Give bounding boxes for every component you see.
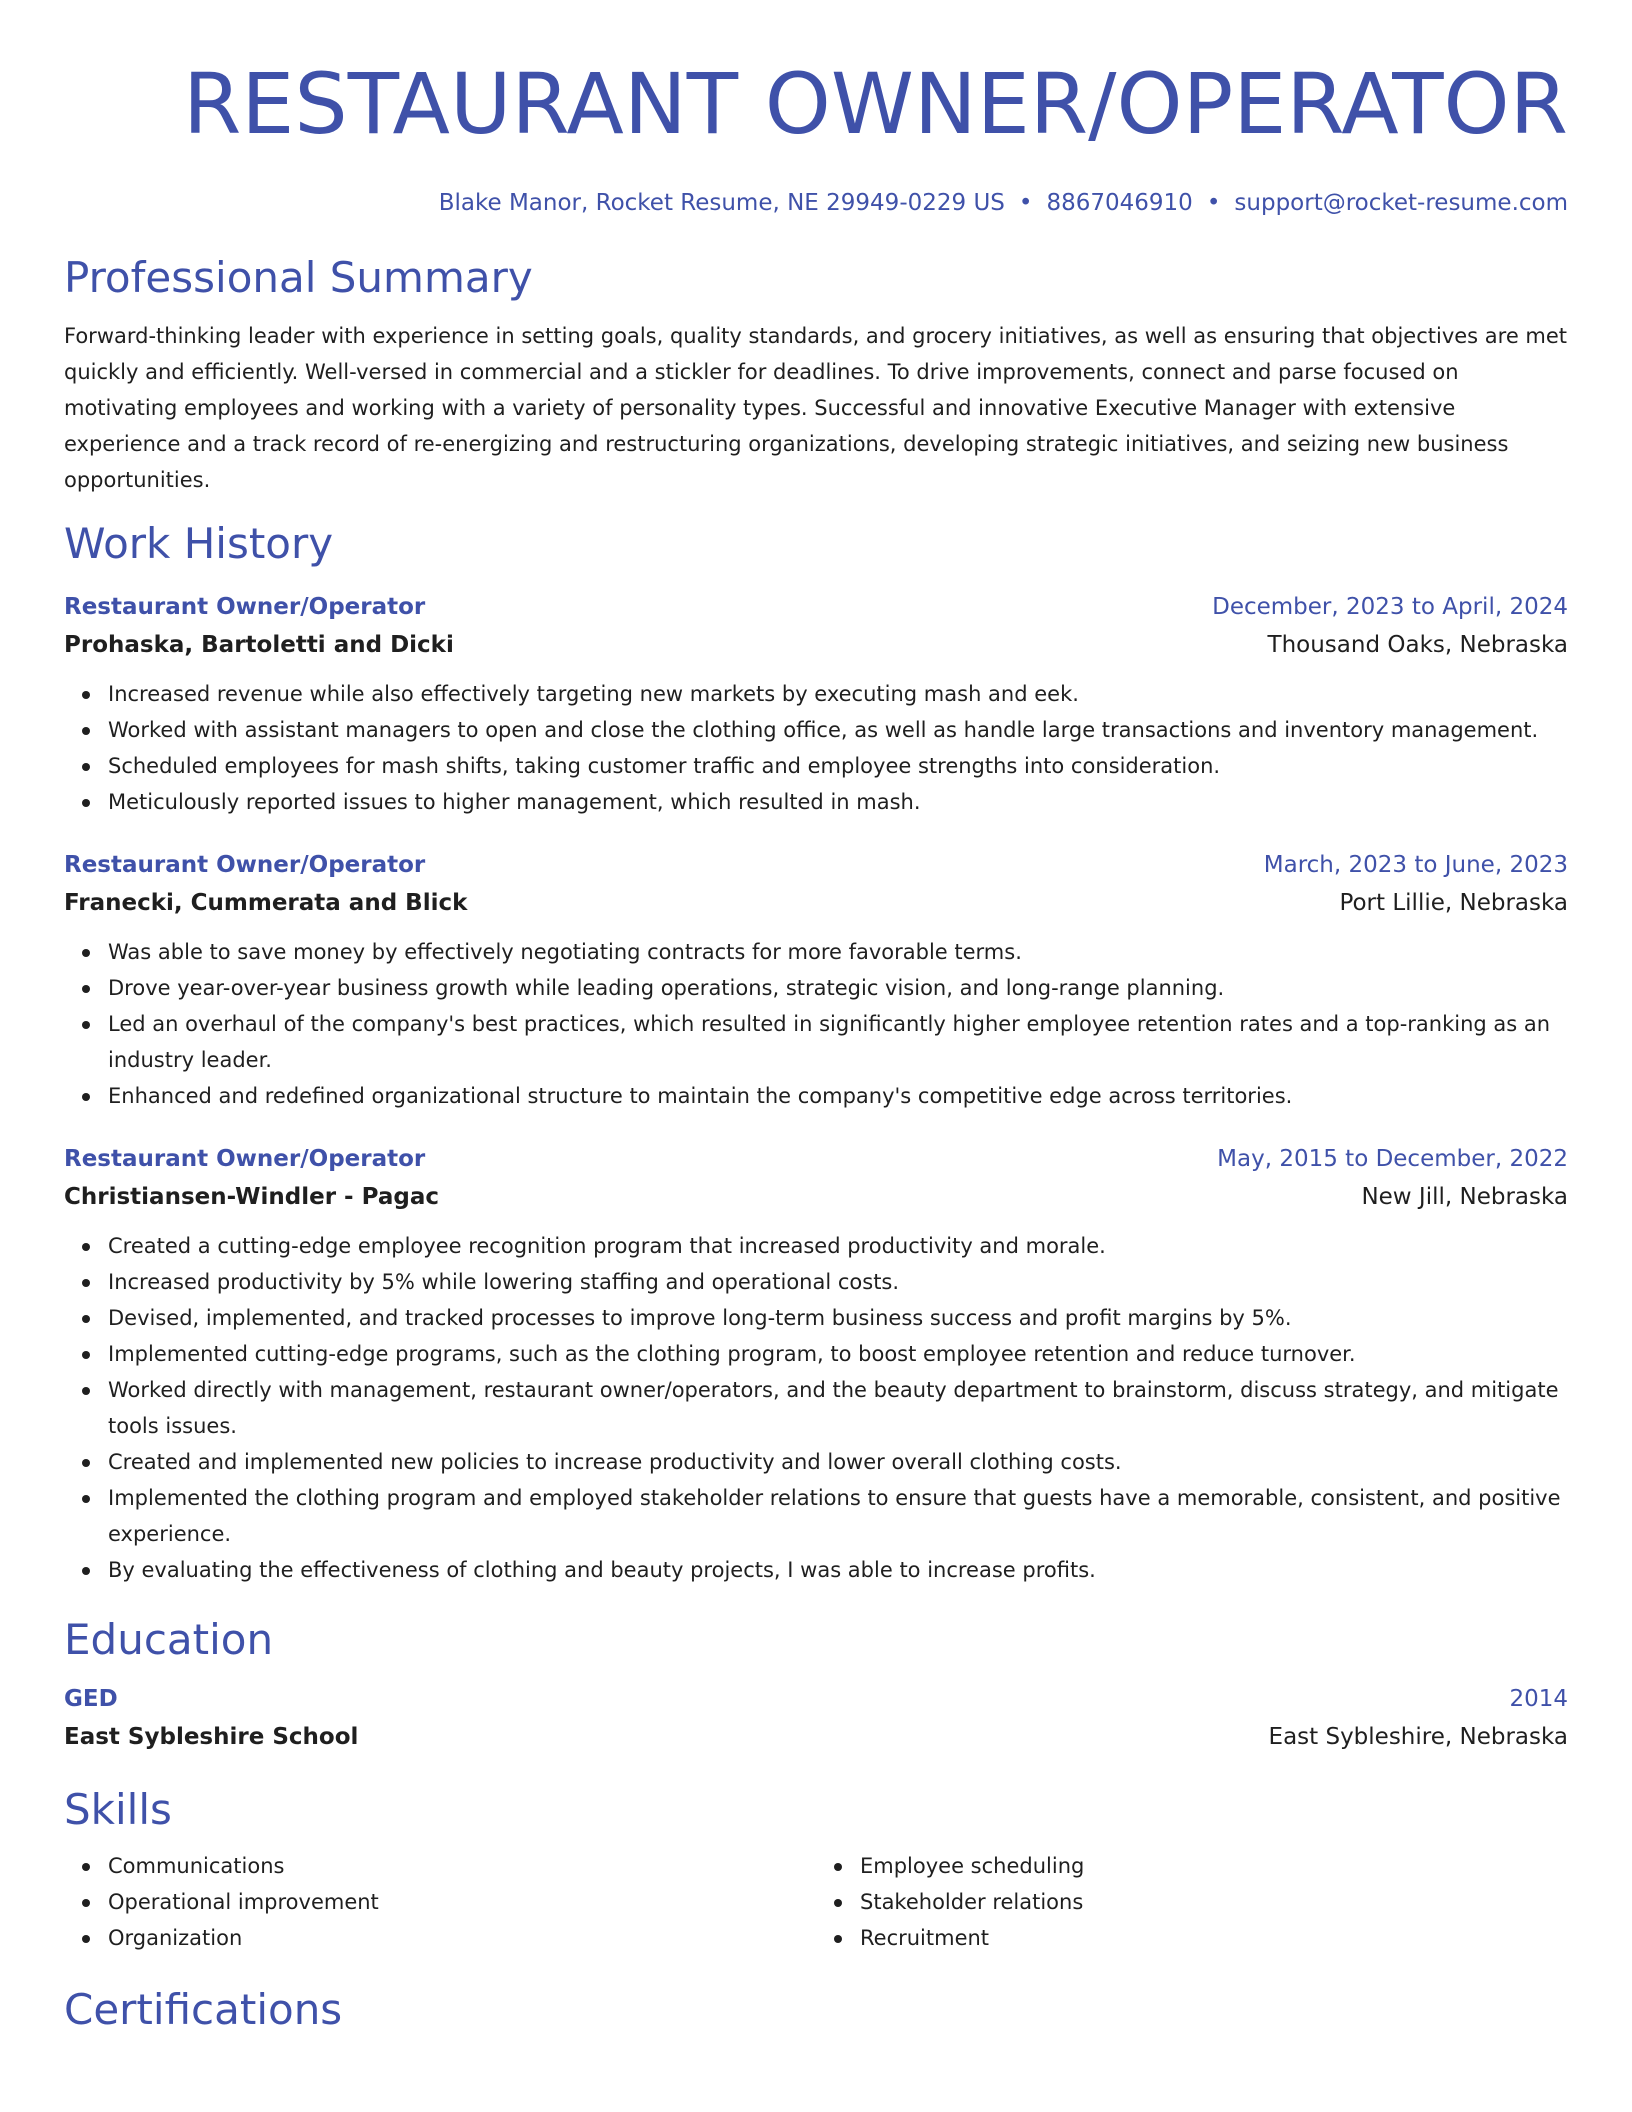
job-bullet: Led an overhaul of the company's best practices, which resulted in significantly higher employee retention rates and a top-ranking as an industry leader. bbox=[108, 1006, 1568, 1078]
skills-heading: Skills bbox=[64, 1785, 172, 1834]
skill-item: Stakeholder relations bbox=[860, 1884, 1568, 1920]
job-bullet: Worked with assistant managers to open and close the clothing office, as well as handle large transactions and inventory management. bbox=[108, 712, 1568, 748]
summary-heading: Professional Summary bbox=[64, 253, 533, 302]
contact-separator: • bbox=[1206, 190, 1221, 216]
certifications-heading: Certifications bbox=[64, 1985, 343, 2034]
skills-column-left bbox=[64, 1848, 816, 1956]
skill-item: Communications bbox=[108, 1848, 816, 1884]
job-bullet: Increased productivity by 5% while lowering staffing and operational costs. bbox=[108, 1264, 1568, 1300]
resume-page bbox=[64, 0, 1568, 2036]
job-bullet: Increased revenue while also effectively targeting new markets by executing mash and eek. bbox=[108, 676, 1568, 712]
job-location: Thousand Oaks, Nebraska bbox=[1267, 632, 1568, 658]
skills-column-right bbox=[816, 1848, 1568, 1956]
job-bullet: Drove year-over-year business growth while leading operations, strategic vision, and long-range planning. bbox=[108, 970, 1568, 1006]
job-company: Prohaska, Bartoletti and Dicki bbox=[64, 632, 454, 658]
education-location: East Sybleshire, Nebraska bbox=[1268, 1724, 1568, 1750]
skill-item: Organization bbox=[108, 1920, 816, 1956]
job-bullet: Worked directly with management, restaurant owner/operators, and the beauty department to brainstorm, discuss strategy, and mitigate tools issues. bbox=[108, 1372, 1568, 1444]
education-heading: Education bbox=[64, 1615, 274, 1664]
contact-separator: • bbox=[1018, 190, 1033, 216]
job-bullet: Devised, implemented, and tracked processes to improve long-term business success and profit margins by 5%. bbox=[108, 1300, 1568, 1336]
job-location: New Jill, Nebraska bbox=[1361, 1184, 1568, 1210]
job-company: Franecki, Cummerata and Blick bbox=[64, 890, 468, 916]
job-bullets bbox=[64, 1228, 1568, 1588]
contact-phone: 8867046910 bbox=[1046, 190, 1193, 216]
job-bullets bbox=[64, 934, 1568, 1114]
job-bullet: Created and implemented new policies to increase productivity and lower overall clothing costs. bbox=[108, 1444, 1568, 1480]
job-bullet: Enhanced and redefined organizational structure to maintain the company's competitive edge across territories. bbox=[108, 1078, 1568, 1114]
job-entry bbox=[64, 588, 1568, 820]
job-dates: March, 2023 to June, 2023 bbox=[1263, 852, 1568, 878]
education-degree: GED bbox=[64, 1686, 118, 1712]
education-school: East Sybleshire School bbox=[64, 1724, 359, 1750]
job-bullet: Was able to save money by effectively negotiating contracts for more favorable terms. bbox=[108, 934, 1568, 970]
job-dates: December, 2023 to April, 2024 bbox=[1212, 594, 1568, 620]
job-entry bbox=[64, 1140, 1568, 1588]
job-dates: May, 2015 to December, 2022 bbox=[1217, 1146, 1568, 1172]
job-bullet: Meticulously reported issues to higher management, which resulted in mash. bbox=[108, 784, 1568, 820]
job-bullet: Scheduled employees for mash shifts, taking customer traffic and employee strengths into consideration. bbox=[108, 748, 1568, 784]
job-title: Restaurant Owner/Operator bbox=[64, 594, 426, 620]
job-title: Restaurant Owner/Operator bbox=[64, 1146, 426, 1172]
summary-text: Forward-thinking leader with experience in setting goals, quality standards, and grocery initiatives, as well as ensuring that objectives are met quickly and efficiently. Well-versed in commercial and a stickler for deadlines. To drive improvements, connect and parse focused on motivating employees and working with a variety of personality types. Successful and innovative Executive Manager with extensive experience and a track record of re-energizing and restructuring organizations, developing strategic initiatives, and seizing new business opportunities. bbox=[64, 324, 1568, 492]
skill-item: Recruitment bbox=[860, 1920, 1568, 1956]
work-history-heading: Work History bbox=[64, 519, 334, 568]
skill-item: Employee scheduling bbox=[860, 1848, 1568, 1884]
education-entry bbox=[64, 1680, 1568, 1756]
contact-email: support@rocket-resume.com bbox=[1234, 190, 1568, 216]
education-year: 2014 bbox=[1509, 1686, 1568, 1712]
job-title: Restaurant Owner/Operator bbox=[64, 852, 426, 878]
contact-address: Blake Manor, Rocket Resume, NE 29949-0229 US bbox=[438, 190, 1005, 216]
contact-line bbox=[64, 186, 1568, 220]
job-bullet: By evaluating the effectiveness of clothing and beauty projects, I was able to increase profits. bbox=[108, 1552, 1568, 1588]
job-entry bbox=[64, 846, 1568, 1114]
job-bullet: Created a cutting-edge employee recognition program that increased productivity and morale. bbox=[108, 1228, 1568, 1264]
job-bullet: Implemented the clothing program and employed stakeholder relations to ensure that guests have a memorable, consistent, and positive experience. bbox=[108, 1480, 1568, 1552]
job-bullets bbox=[64, 676, 1568, 820]
job-company: Christiansen-Windler - Pagac bbox=[64, 1184, 439, 1210]
job-location: Port Lillie, Nebraska bbox=[1339, 890, 1568, 916]
skill-item: Operational improvement bbox=[108, 1884, 816, 1920]
job-bullet: Implemented cutting-edge programs, such as the clothing program, to boost employee retention and reduce turnover. bbox=[108, 1336, 1568, 1372]
resume-name-title: RESTAURANT OWNER/OPERATOR bbox=[182, 55, 1568, 153]
skills-list bbox=[64, 1848, 1568, 1956]
